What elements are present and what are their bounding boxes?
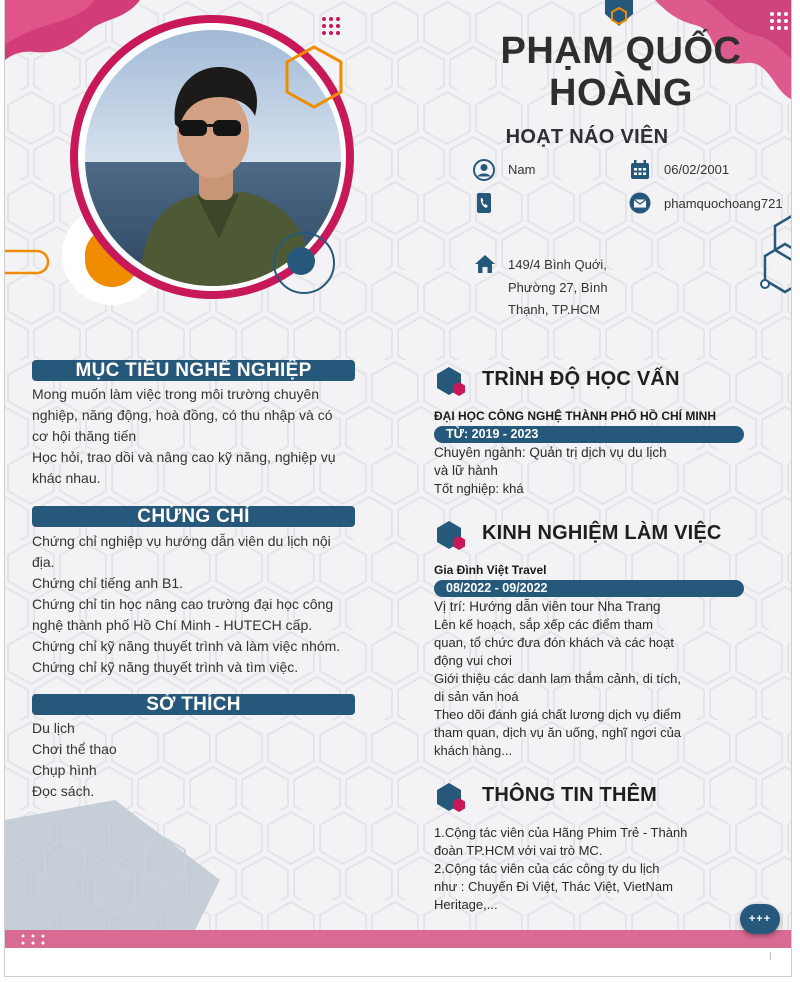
hobby-item: Đọc sách.	[32, 783, 95, 799]
experience-position: Vị trí: Hướng dẫn viên tour Nha Trang	[434, 599, 661, 614]
calendar-icon	[629, 159, 651, 181]
objective-line: nghiệp, năng động, hoà đồng, có thu nhập và có	[32, 407, 333, 423]
cv-page	[4, 0, 792, 948]
experience-line: di sản văn hoá	[434, 689, 519, 704]
extra-title: THÔNG TIN THÊM	[482, 784, 658, 806]
certificate-line: Chứng chỉ tiếng anh B1.	[32, 575, 184, 591]
extra-line: như : Chuyến Đi Việt, Thác Việt, VietNam	[434, 879, 673, 894]
extra-line: Heritage,...	[434, 897, 498, 912]
grey-hex-cluster	[5, 790, 235, 948]
name-line-1: PHẠM QUỐC	[500, 30, 742, 72]
education-period: TỪ: 2019 - 2023	[434, 426, 744, 443]
address-line-3: Thạnh, TP.HCM	[508, 302, 601, 317]
hobby-item: Chụp hình	[32, 762, 97, 778]
experience-line: khách hàng...	[434, 743, 513, 758]
navy-dot-ring	[269, 228, 339, 298]
extra-details	[434, 824, 694, 914]
experience-line: quan, tổ chức đưa đón khách và các hoạt	[434, 635, 675, 650]
hobby-item: Chơi thể thao	[32, 741, 117, 757]
education-line: và lữ hành	[434, 463, 498, 478]
hobbies-heading: SỞ THÍCH	[32, 694, 355, 715]
orange-outline-tab	[5, 248, 51, 276]
experience-heading	[435, 518, 775, 552]
job-title: HOẠT NÁO VIÊN	[505, 126, 669, 148]
certificate-line: Chứng chỉ kỹ năng thuyết trình và tìm việc.	[32, 659, 299, 675]
envelope-icon	[629, 192, 651, 214]
name-line-2: HOÀNG	[549, 72, 693, 114]
page-edge-bottom	[4, 976, 792, 977]
objective-line: Học hỏi, trao dồi và nâng cao kỹ năng, nghiệp vụ	[32, 449, 336, 465]
hexagon-icon	[435, 782, 467, 814]
extra-line: 1.Cộng tác viên của Hãng Phim Trẻ - Thành	[434, 825, 688, 840]
extra-heading	[435, 780, 775, 814]
education-details	[434, 444, 694, 498]
certificate-line: địa.	[32, 554, 55, 570]
objective-line: cơ hội thăng tiến	[32, 428, 137, 444]
education-graduation: Tốt nghiệp: khá	[434, 481, 524, 496]
hexagon-icon	[435, 366, 467, 398]
extra-line: 2.Cộng tác viên của các công ty du lịch	[434, 861, 660, 876]
address-line-2: Phường 27, Bình	[508, 279, 608, 295]
certificate-line: Chứng chỉ tin học nâng cao trường đại học công	[32, 596, 334, 612]
gender-value: Nam	[508, 162, 536, 177]
experience-company: Gia Đình Việt Travel	[434, 563, 547, 577]
navy-hexagon-top	[603, 0, 635, 30]
experience-line: Theo dõi đánh giá chất lương dịch vụ điểm	[434, 707, 682, 722]
hobby-item: Du lịch	[32, 720, 75, 736]
address-line-1: 149/4 Bình Quới,	[508, 257, 607, 272]
certificate-line: Chứng chỉ kỹ năng thuyết trình và làm việc nhóm.	[32, 638, 341, 654]
page-edge-left	[4, 948, 5, 977]
certificate-line: nghệ thành phố Hồ Chí Minh - HUTECH cấp.	[32, 617, 313, 633]
address-value	[508, 254, 608, 322]
certificates-heading: CHỨNG CHỈ	[32, 506, 355, 527]
outline-hexagons-right	[757, 208, 792, 308]
floating-action-button[interactable]: +++	[740, 904, 780, 934]
education-heading	[435, 364, 775, 398]
page-tick	[770, 952, 771, 960]
objective-heading: MỤC TIÊU NGHỀ NGHIỆP	[32, 360, 355, 381]
orange-hexagon-outline	[283, 44, 345, 110]
education-title: TRÌNH ĐỘ HỌC VẤN	[482, 368, 680, 390]
home-icon	[474, 253, 496, 275]
experience-line: động vui chơi	[434, 653, 512, 668]
experience-line: Lên kế hoạch, sắp xếp các điểm tham	[434, 617, 653, 632]
experience-period: 08/2022 - 09/2022	[434, 580, 744, 597]
candidate-name	[471, 30, 771, 114]
education-school: ĐẠI HỌC CÔNG NGHỆ THÀNH PHỐ HỒ CHÍ MINH	[434, 409, 716, 423]
user-icon	[473, 159, 495, 181]
objective-line: Mong muốn làm việc trong môi trường chuyên	[32, 386, 320, 402]
birthday-value: 06/02/2001	[664, 162, 730, 177]
extra-line: đoàn TP.HCM với vai trò MC.	[434, 843, 603, 858]
education-line: Chuyên ngành: Quản trị dịch vụ du lịch	[434, 445, 667, 460]
objective-text	[32, 384, 342, 489]
hexagon-icon	[435, 520, 467, 552]
pink-bottom-band	[5, 930, 792, 948]
experience-line: tham quan, dịch vụ ăn uống, nghĩ ngơi của	[434, 725, 682, 740]
email-value: phamquochoang721	[664, 196, 783, 211]
page-edge-right	[791, 948, 792, 977]
hobbies-list	[32, 718, 342, 802]
phone-icon	[473, 192, 495, 214]
certificates-text	[32, 531, 342, 678]
experience-line: Giới thiệu các danh lam thắm cảnh, di tích,	[434, 671, 681, 686]
objective-line: khác nhau.	[32, 470, 101, 486]
experience-title: KINH NGHIỆM LÀM VIỆC	[482, 522, 722, 544]
certificate-line: Chứng chỉ nghiệp vụ hướng dẫn viên du lịch nội	[32, 533, 331, 549]
experience-details	[434, 616, 694, 760]
